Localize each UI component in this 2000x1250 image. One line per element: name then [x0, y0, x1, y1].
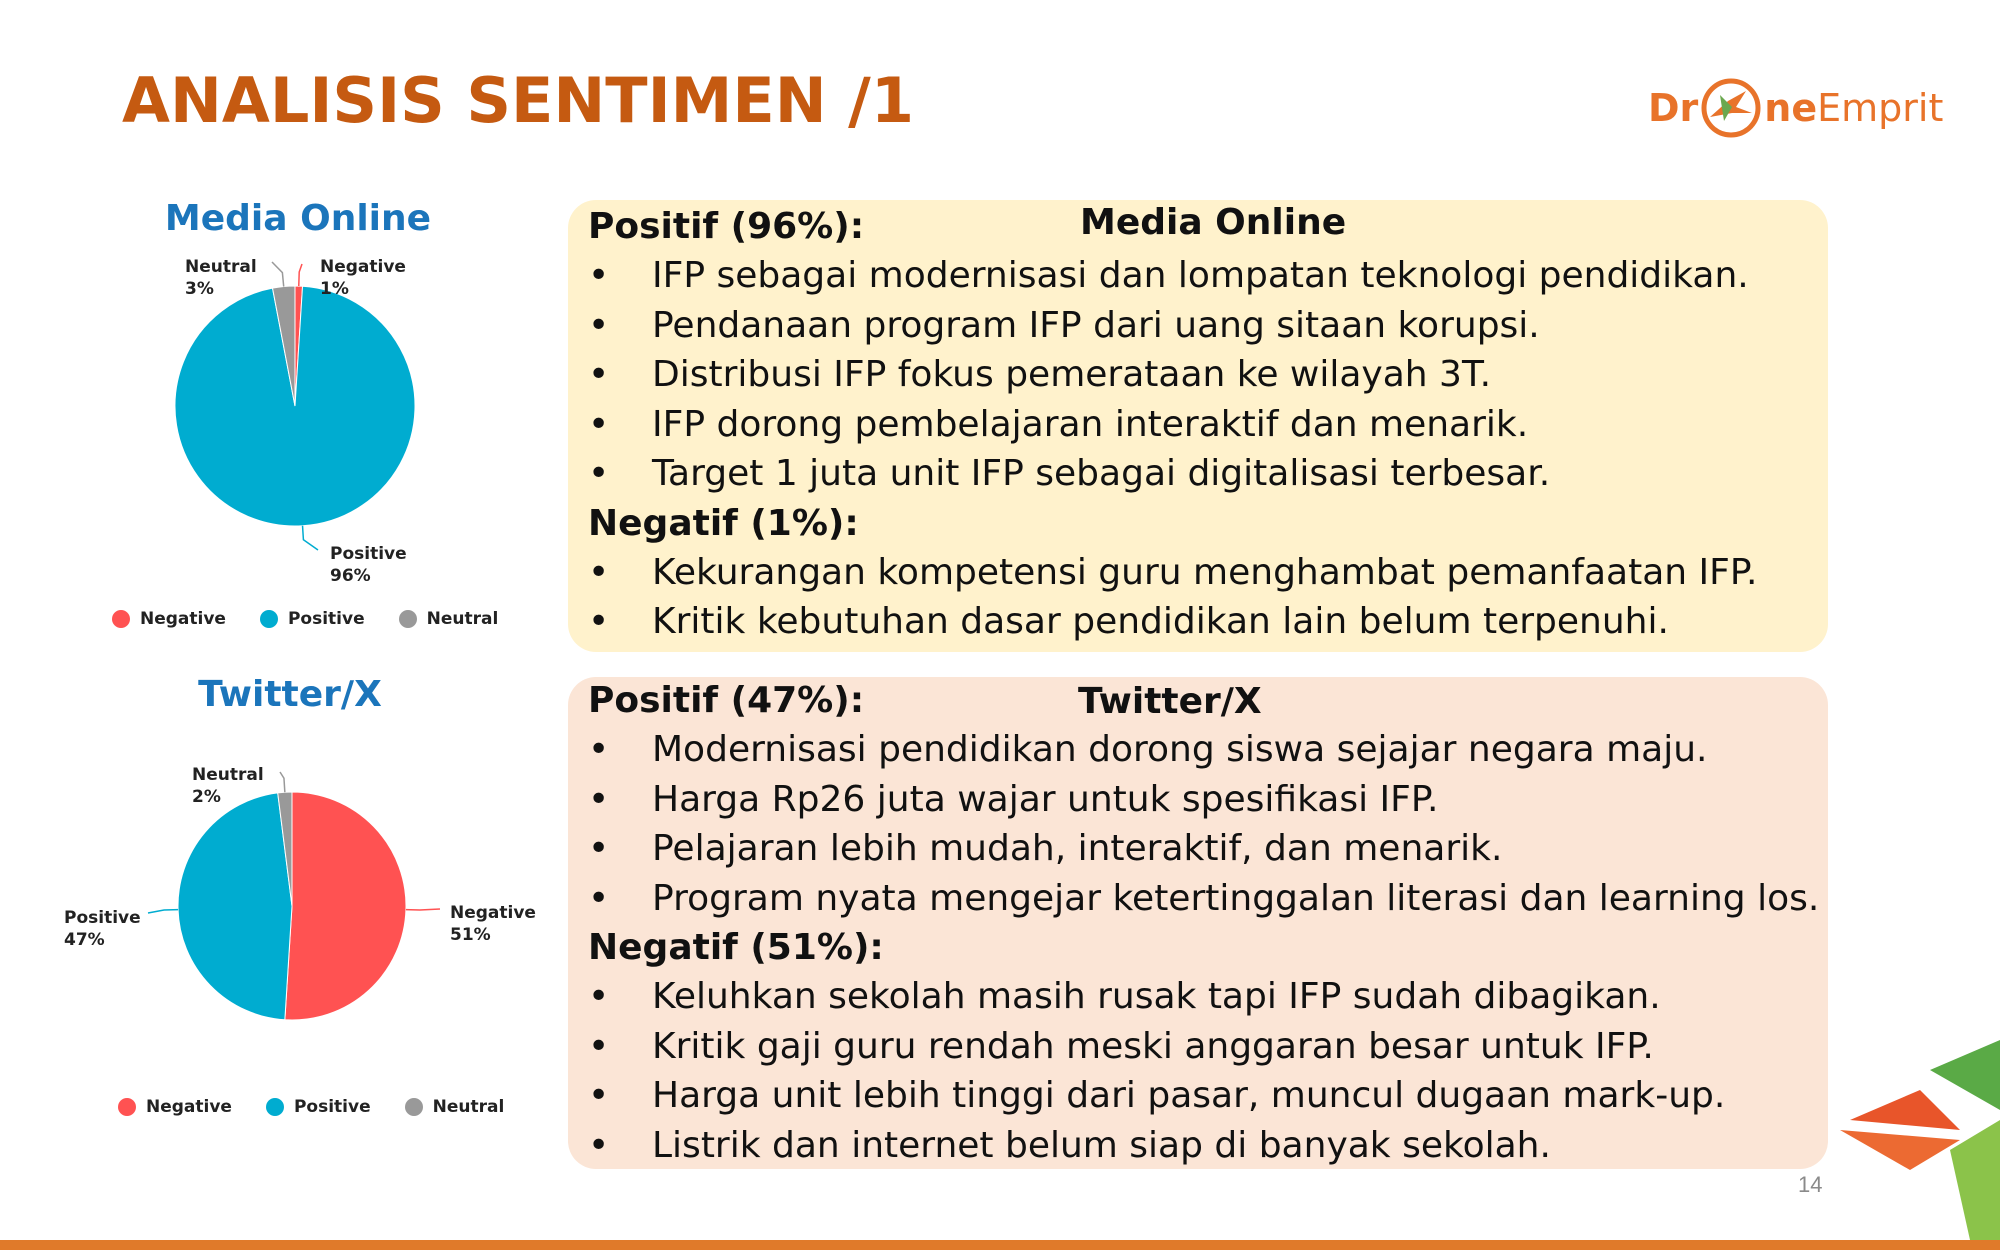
- bullet: •: [588, 551, 610, 593]
- list-item-text: Modernisasi pendidikan dorong siswa sejajar negara maju.: [652, 729, 1708, 770]
- list-item-text: Pelajaran lebih mudah, interaktif, dan menarik.: [652, 828, 1503, 869]
- list-item: [588, 302, 1808, 352]
- drone-emprit-logo: [1648, 70, 1943, 146]
- positive-label: Positif (96%):: [588, 206, 865, 247]
- list-item: [588, 351, 1808, 401]
- data-label-value: 96%: [330, 566, 371, 586]
- data-label-name: Negative: [320, 257, 406, 277]
- decorative-leaf-shape: [1820, 1040, 2000, 1240]
- list-item: [588, 825, 1808, 875]
- list-item: [588, 598, 1808, 648]
- list-item: [588, 401, 1808, 451]
- list-item: [588, 726, 1808, 776]
- chart-title-media-online: Media Online: [164, 198, 432, 239]
- list-item: [588, 252, 1808, 302]
- panel-heading: Twitter/X: [1078, 681, 1262, 722]
- logo-text-emprit: Emprit: [1817, 86, 1944, 130]
- data-label-value: 51%: [450, 925, 491, 945]
- legend-dot-neutral: [405, 1098, 423, 1116]
- positive-list: [588, 726, 1820, 924]
- legend-item-neutral: [405, 1097, 505, 1117]
- negative-label: Negatif (1%):: [588, 502, 859, 544]
- panel-media-online: [568, 200, 1828, 652]
- legend-item-positive: [266, 1097, 371, 1117]
- bullet: •: [588, 778, 610, 820]
- negative-label: Negatif (51%):: [588, 927, 884, 968]
- data-label-name: Neutral: [185, 257, 257, 277]
- bullet: •: [588, 1075, 610, 1116]
- list-item-text: Distribusi IFP fokus pemerataan ke wilayah 3T.: [652, 354, 1492, 395]
- leader-line-neutral: [280, 772, 285, 792]
- legend-label: Positive: [293, 1097, 371, 1117]
- bullet: •: [588, 729, 610, 770]
- logo-text-dr: Dr: [1648, 86, 1699, 130]
- legend-dot-negative: [118, 1098, 136, 1116]
- bullet: •: [588, 976, 610, 1017]
- leader-line-positive: [148, 910, 178, 913]
- bullet: •: [588, 877, 610, 919]
- list-item: [588, 875, 1820, 925]
- legend-dot-positive: [266, 1098, 284, 1116]
- bullet: •: [588, 828, 610, 869]
- bullet: •: [588, 354, 610, 395]
- logo-text-ne: ne: [1764, 86, 1818, 130]
- leader-line-negative: [406, 909, 440, 910]
- list-item: [588, 1122, 1808, 1172]
- bullet: •: [588, 1025, 610, 1067]
- negative-list: [588, 549, 1808, 648]
- legend-label: Neutral: [426, 609, 499, 629]
- data-label-name: Neutral: [192, 765, 264, 785]
- list-item-text: Pendanaan program IFP dari uang sitaan korupsi.: [652, 304, 1540, 346]
- drone-bird-icon: [1700, 77, 1762, 139]
- legend-item-negative: [118, 1097, 232, 1117]
- slide-number: 14: [1798, 1172, 1823, 1197]
- data-label-name: Positive: [64, 908, 141, 928]
- legend-label: Positive: [287, 609, 365, 629]
- panel-twitter: [568, 677, 1828, 1169]
- list-item: [588, 973, 1808, 1023]
- list-item-text: Listrik dan internet belum siap di banyak sekolah.: [652, 1124, 1551, 1166]
- positive-list: [588, 252, 1808, 500]
- legend-label: Negative: [140, 609, 226, 629]
- list-item: [588, 1023, 1808, 1073]
- list-item-text: Harga unit lebih tinggi dari pasar, muncul dugaan mark-up.: [652, 1075, 1726, 1116]
- list-item-text: Program nyata mengejar ketertinggalan literasi dan learning los.: [652, 877, 1820, 919]
- list-item-text: Harga Rp26 juta wajar untuk spesifikasi IFP.: [652, 778, 1439, 820]
- data-label-value: 47%: [64, 930, 105, 950]
- list-item-text: IFP sebagai modernisasi dan lompatan teknologi pendidikan.: [652, 255, 1749, 296]
- list-item: [588, 776, 1808, 826]
- data-label-value: 2%: [192, 787, 221, 807]
- list-item-text: Keluhkan sekolah masih rusak tapi IFP sudah dibagikan.: [652, 976, 1661, 1017]
- legend-twitter: [118, 1097, 504, 1117]
- panel-heading: Media Online: [1080, 202, 1347, 243]
- bullet: •: [588, 255, 610, 296]
- list-item-text: IFP dorong pembelajaran interaktif dan menarik.: [652, 403, 1529, 445]
- list-item: [588, 1072, 1808, 1122]
- list-item-text: Kritik gaji guru rendah meski anggaran besar untuk IFP.: [652, 1025, 1654, 1067]
- data-label-value: 1%: [320, 279, 349, 299]
- positive-label: Positif (47%):: [588, 680, 865, 721]
- bullet: •: [588, 1124, 610, 1166]
- pie-slice-negative: [285, 792, 406, 1020]
- pie-chart-twitter: [0, 0, 560, 1160]
- bullet: •: [588, 453, 610, 494]
- data-label-value: 3%: [185, 279, 214, 299]
- pie-slice-positive: [178, 793, 292, 1020]
- data-label-name: Positive: [330, 544, 407, 564]
- legend-label: Neutral: [432, 1097, 505, 1117]
- legend-label: Negative: [146, 1097, 232, 1117]
- chart-title-twitter: Twitter/X: [198, 674, 382, 715]
- bottom-accent-bar: [0, 1240, 2000, 1250]
- list-item: [588, 549, 1808, 599]
- bullet: •: [588, 601, 610, 642]
- bullet: •: [588, 403, 610, 445]
- bullet: •: [588, 304, 610, 346]
- negative-list: [588, 973, 1808, 1171]
- list-item-text: Target 1 juta unit IFP sebagai digitalisasi terbesar.: [652, 453, 1551, 494]
- data-label-name: Negative: [450, 903, 536, 923]
- list-item: [588, 450, 1808, 500]
- list-item-text: Kekurangan kompetensi guru menghambat pemanfaatan IFP.: [652, 551, 1758, 593]
- page-title: ANALISIS SENTIMEN /1: [122, 64, 914, 137]
- list-item-text: Kritik kebutuhan dasar pendidikan lain belum terpenuhi.: [652, 601, 1669, 642]
